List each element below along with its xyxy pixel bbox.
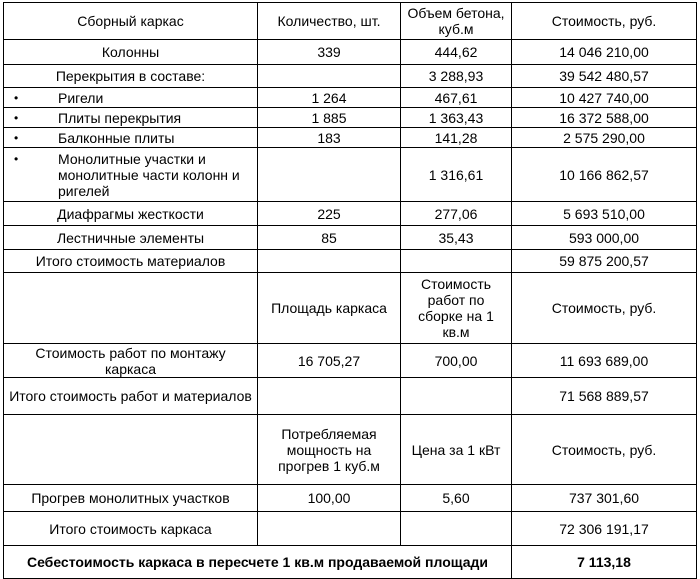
bullet-icon: • (14, 151, 19, 166)
cell-quantity: 183 (258, 128, 401, 148)
row-label-text: Балконные плиты (58, 129, 175, 146)
cell-volume: 277,06 (401, 202, 512, 226)
row-label: Стоимость работ по монтажу каркаса (4, 344, 258, 378)
table-total-row (4, 546, 697, 579)
cell-volume: 3 288,93 (401, 65, 512, 88)
table-row (4, 128, 697, 148)
cell-empty (258, 378, 401, 415)
bullet-icon: • (14, 130, 19, 145)
subheader-cell: Стоимость работ по сборке на 1 кв.м (401, 273, 512, 344)
cell-power: 100,00 (258, 485, 401, 512)
cell-empty (258, 250, 401, 273)
cell-area: 16 705,27 (258, 344, 401, 378)
total-value: 7 113,18 (512, 546, 697, 579)
subheader-cell: Стоимость, руб. (512, 415, 697, 485)
table-row (4, 88, 697, 108)
cell-cost: 2 575 290,00 (512, 128, 697, 148)
cell-quantity (258, 148, 401, 202)
row-label: Итого стоимость каркаса (4, 512, 258, 546)
header-cell: Сборный каркас (4, 3, 258, 40)
cell-empty (4, 273, 258, 344)
cell-volume: 141,28 (401, 128, 512, 148)
table-subheader-row (4, 273, 697, 344)
cell-quantity: 225 (258, 202, 401, 226)
cell-volume: 444,62 (401, 40, 512, 65)
bullet-icon: • (14, 90, 19, 105)
table-row (4, 512, 697, 546)
bullet-icon: • (14, 110, 19, 125)
table-row (4, 108, 697, 128)
table-row (4, 148, 697, 202)
cell-cost: 16 372 588,00 (512, 108, 697, 128)
cell-cost: 737 301,60 (512, 485, 697, 512)
row-label (4, 148, 258, 202)
table-row (4, 65, 697, 88)
subheader-cell: Площадь каркаса (258, 273, 401, 344)
header-cell: Объем бетона, куб.м (401, 3, 512, 40)
row-label-text: Монолитные участки и монолитные части колонн и ригелей (58, 150, 240, 199)
row-label: Перекрытия в составе: (4, 65, 258, 88)
cell-price: 5,60 (401, 485, 512, 512)
row-label: Прогрев монолитных участков (4, 485, 258, 512)
subheader-cell: Стоимость, руб. (512, 273, 697, 344)
cell-cost: 14 046 210,00 (512, 40, 697, 65)
cell-empty (401, 378, 512, 415)
cell-cost: 72 306 191,17 (512, 512, 697, 546)
row-label-text: Ригели (58, 89, 104, 106)
table-row (4, 378, 697, 415)
cell-cost: 10 166 862,57 (512, 148, 697, 202)
row-label-text: Плиты перекрытия (58, 109, 182, 126)
row-label (4, 88, 258, 108)
table-header-row (4, 3, 697, 40)
cell-empty (258, 512, 401, 546)
cell-cost: 59 875 200,57 (512, 250, 697, 273)
row-label: Итого стоимость материалов (4, 250, 258, 273)
table-subheader-row (4, 415, 697, 485)
cell-volume: 1 363,43 (401, 108, 512, 128)
cell-quantity: 339 (258, 40, 401, 65)
row-label: Итого стоимость работ и материалов (4, 378, 258, 415)
cell-empty (4, 415, 258, 485)
header-cell: Стоимость, руб. (512, 3, 697, 40)
row-label (4, 128, 258, 148)
row-label: Колонны (4, 40, 258, 65)
header-cell: Количество, шт. (258, 3, 401, 40)
cell-cost: 5 693 510,00 (512, 202, 697, 226)
cell-cost: 593 000,00 (512, 226, 697, 250)
cell-empty (401, 512, 512, 546)
cost-table (3, 2, 697, 579)
table-row (4, 202, 697, 226)
table-row (4, 250, 697, 273)
table-row (4, 40, 697, 65)
subheader-cell: Потребляемая мощность на прогрев 1 куб.м (258, 415, 401, 485)
row-label: Диафрагмы жесткости (4, 202, 258, 226)
row-label (4, 108, 258, 128)
subheader-cell: Цена за 1 кВт (401, 415, 512, 485)
table-row (4, 226, 697, 250)
table-row (4, 344, 697, 378)
cell-quantity (258, 65, 401, 88)
cell-cost: 71 568 889,57 (512, 378, 697, 415)
row-label: Лестничные элементы (4, 226, 258, 250)
cell-rate: 700,00 (401, 344, 512, 378)
cell-cost: 11 693 689,00 (512, 344, 697, 378)
cell-cost: 39 542 480,57 (512, 65, 697, 88)
cell-volume: 35,43 (401, 226, 512, 250)
cell-quantity: 1 264 (258, 88, 401, 108)
cell-cost: 10 427 740,00 (512, 88, 697, 108)
table-row (4, 485, 697, 512)
cell-empty (401, 250, 512, 273)
cell-volume: 467,61 (401, 88, 512, 108)
cell-quantity: 85 (258, 226, 401, 250)
cell-quantity: 1 885 (258, 108, 401, 128)
cell-volume: 1 316,61 (401, 148, 512, 202)
total-label: Себестоимость каркаса в пересчете 1 кв.м продаваемой площади (4, 546, 512, 579)
